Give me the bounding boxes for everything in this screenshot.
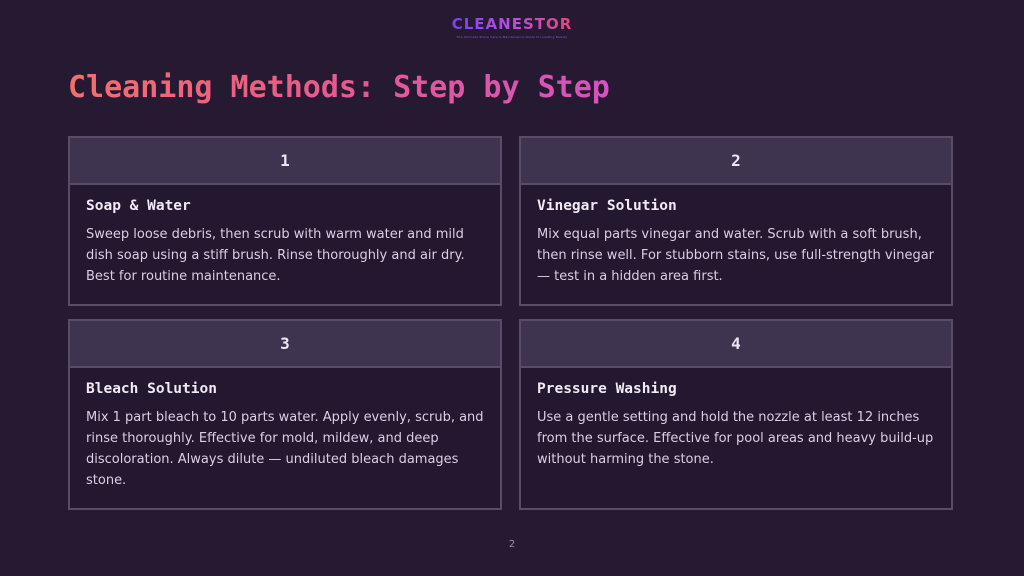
card-heading: Soap & Water xyxy=(86,198,191,214)
page-number: 2 xyxy=(508,539,516,550)
card-heading: Pressure Washing xyxy=(537,381,677,397)
page-title: Cleaning Methods: Step by Step xyxy=(68,70,610,105)
method-card-2 xyxy=(519,136,953,306)
brand-logo xyxy=(0,14,1024,39)
card-number: 2 xyxy=(521,138,951,185)
card-heading: Bleach Solution xyxy=(86,381,217,397)
method-card-1 xyxy=(68,136,502,306)
method-card-3 xyxy=(68,319,502,510)
card-number: 4 xyxy=(521,321,951,368)
card-heading: Vinegar Solution xyxy=(537,198,677,214)
card-description: Mix equal parts vinegar and water. Scrub with a soft brush, then rinse well. For stubborn stains, use full-strength vinegar — test in a hidden area first. xyxy=(537,227,935,284)
card-number: 3 xyxy=(70,321,500,368)
method-card-4 xyxy=(519,319,953,510)
logo-tagline: The Ultimate Stone Care & Maintenance Guide for Lasting Beauty xyxy=(456,35,568,39)
card-description: Mix 1 part bleach to 10 parts water. Apply evenly, scrub, and rinse thoroughly. Effective for mold, mildew, and deep discoloration. Always dilute — undiluted bleach damages stone. xyxy=(86,410,484,488)
logo-wordmark: CLEANESTOR xyxy=(451,15,573,33)
card-description: Use a gentle setting and hold the nozzle at least 12 inches from the surface. Effective for pool areas and heavy build-up without harming the stone. xyxy=(537,410,934,467)
card-description: Sweep loose debris, then scrub with warm water and mild dish soap using a stiff brush. Rinse thoroughly and air dry. Best for routine maintenance. xyxy=(86,227,465,284)
card-number: 1 xyxy=(70,138,500,185)
